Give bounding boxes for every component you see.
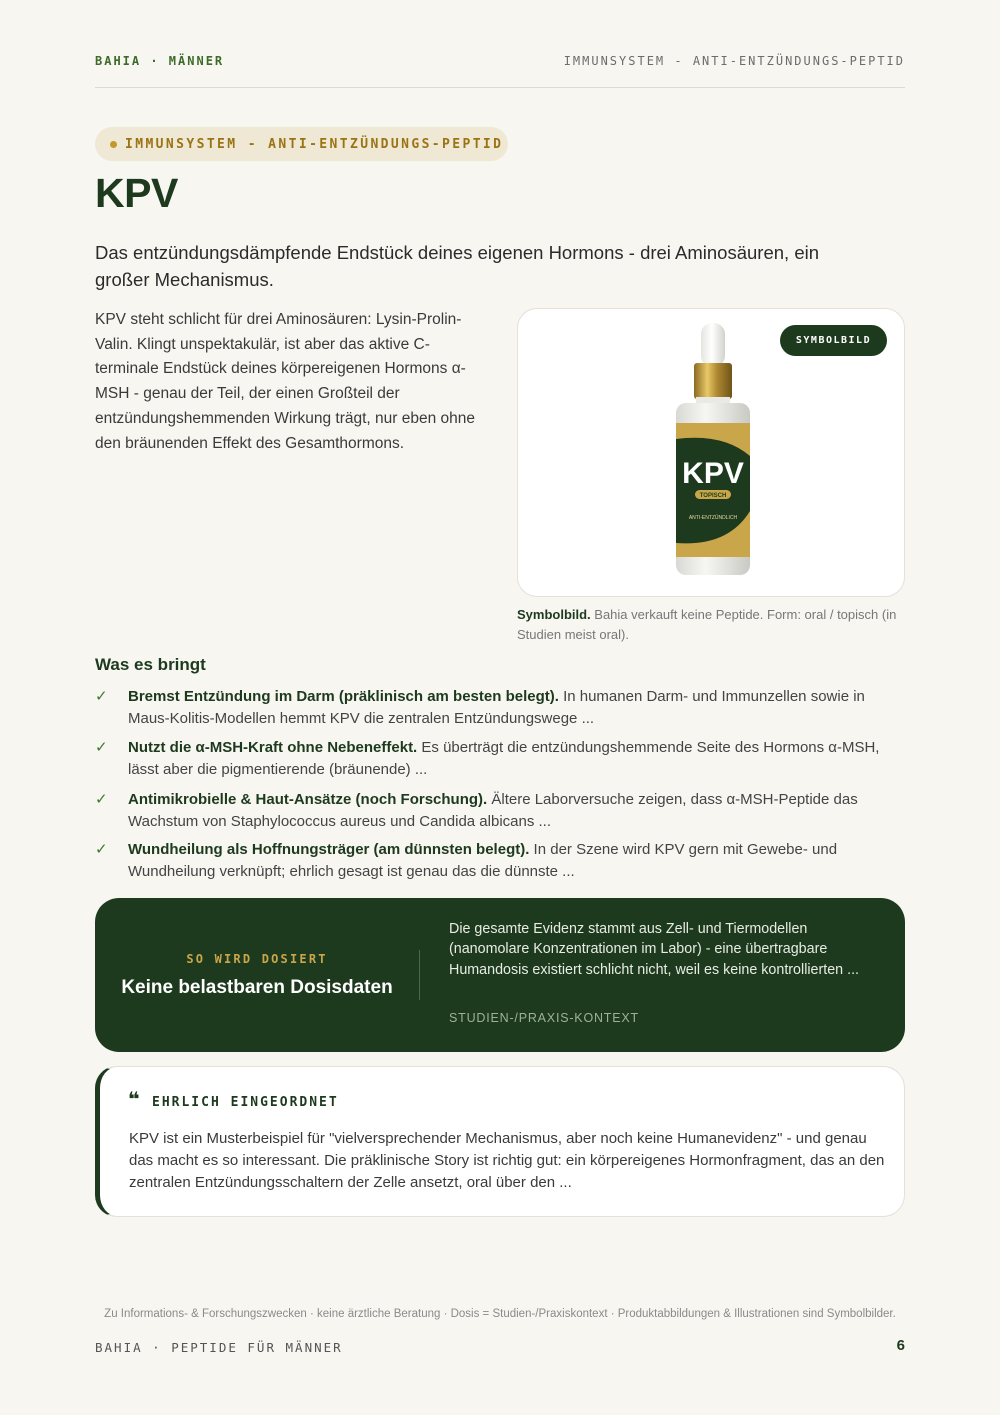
check-icon: ✓ (95, 841, 108, 858)
bottle-label-sub: ANTI-ENTZÜNDLICH (688, 515, 738, 521)
footer-brand: BAHIA · PEPTIDE FÜR MÄNNER (95, 1340, 343, 1355)
benefit-item (95, 839, 905, 882)
caption-strong: Symbolbild. (517, 607, 591, 622)
check-icon: ✓ (95, 688, 108, 705)
honest-assessment-card (95, 1066, 905, 1217)
benefit-text: In humanen Darm- und Immunzellen sowie in Maus-Kolitis-Modellen hemmt KPV die zentralen Entzündungswege ... (128, 688, 865, 727)
caption-text: Bahia verkauft keine Peptide. Form: oral / topisch (in Studien meist oral). (517, 607, 897, 642)
symbolbild-badge: SYMBOLBILD (780, 325, 887, 356)
bottle-label-tag: TOPISCH (699, 493, 727, 499)
dosage-title: Keine belastbaren Dosisdaten (121, 977, 393, 998)
benefit-title: Nutzt die α-MSH-Kraft ohne Nebeneffekt. (128, 739, 418, 756)
dosage-context: STUDIEN-/PRAXIS-KONTEXT (449, 1011, 639, 1025)
header-section: IMMUNSYSTEM - ANTI-ENTZÜNDUNGS-PEPTID (563, 54, 905, 68)
category-pill (95, 127, 508, 161)
benefit-title: Wundheilung als Hoffnungsträger (am dünnsten belegt). (128, 841, 530, 858)
dosage-divider (419, 950, 420, 1000)
bottle-label-main: KPV (682, 457, 744, 490)
benefit-title: Bremst Entzündung im Darm (präklinisch am besten belegt). (128, 688, 559, 705)
benefit-item (95, 737, 905, 780)
benefit-item (95, 789, 905, 832)
page-title: KPV (95, 170, 178, 216)
benefit-text: Es überträgt die entzündungshemmende Seite des Hormons α-MSH, lässt aber die pigmentierende (bräunende) ... (128, 739, 880, 778)
dot-icon (110, 141, 117, 148)
check-icon: ✓ (95, 739, 108, 756)
benefits-heading: Was es bringt (95, 655, 206, 674)
dropper-bottle-icon (668, 321, 758, 579)
header-divider (95, 87, 905, 88)
dosage-body: Die gesamte Evidenz stammt aus Zell- und Tiermodellen (nanomolare Konzentrationen im Labor) - eine übertragbare Humandosis existiert schlicht nicht, weil es keine kontrollierten ... (449, 921, 860, 978)
document-page (95, 0, 905, 1415)
benefit-title: Antimikrobielle & Haut-Ansätze (noch Forschung). (128, 791, 488, 808)
benefit-text: In der Szene wird KPV gern mit Gewebe- und Wundheilung verknüpft; ehrlich gesagt ist genau das die dünnste ... (128, 841, 838, 880)
image-caption (517, 605, 907, 644)
benefit-text: Ältere Laborversuche zeigen, dass α-MSH-Peptide das Wachstum von Staphylococcus aureus und Candida albicans ... (128, 791, 858, 830)
page-number: 6 (896, 1337, 905, 1354)
category-pill-label: IMMUNSYSTEM - ANTI-ENTZÜNDUNGS-PEPTID (125, 136, 504, 152)
product-image-card (517, 308, 905, 597)
honest-label: EHRLICH EINGEORDNET (152, 1095, 339, 1110)
benefit-item (95, 686, 905, 729)
running-header (95, 54, 905, 68)
dosage-card (95, 898, 905, 1052)
check-icon: ✓ (95, 791, 108, 808)
quote-icon: ❝ (128, 1089, 140, 1111)
dosage-label: SO WIRD DOSIERT (186, 952, 328, 966)
honest-body: KPV ist ein Musterbeispiel für "vielversprechender Mechanismus, aber noch keine Humanevidenz" - und genau das macht es so interessant. Die präklinische Story ist richtig gut: ein körpereigenes Hormonfragment, das an den zentralen Entzündungsschaltern der Zelle ansetzt, oral über den ... (129, 1130, 885, 1191)
footer-disclaimer: Zu Informations- & Forschungszwecken · keine ärztliche Beratung · Dosis = Studien-/Praxiskontext · Produktabbildungen & Illustrationen sind Symbolbilder. (104, 1308, 896, 1320)
intro-paragraph: KPV steht schlicht für drei Aminosäuren: Lysin-Prolin-Valin. Klingt unspektakulär, ist aber das aktive C-terminale Endstück deines körpereigenen Hormons α-MSH - genau der Teil, der einen Großteil der entzündungshemmenden Wirkung trägt, nur eben ohne den bräunenden Effekt des Gesamthormons. (95, 311, 475, 452)
header-brand: BAHIA · MÄNNER (95, 54, 225, 68)
page-subtitle: Das entzündungsdämpfende Endstück deines eigenen Hormons - drei Aminosäuren, ein großer Mechanismus. (95, 242, 820, 290)
